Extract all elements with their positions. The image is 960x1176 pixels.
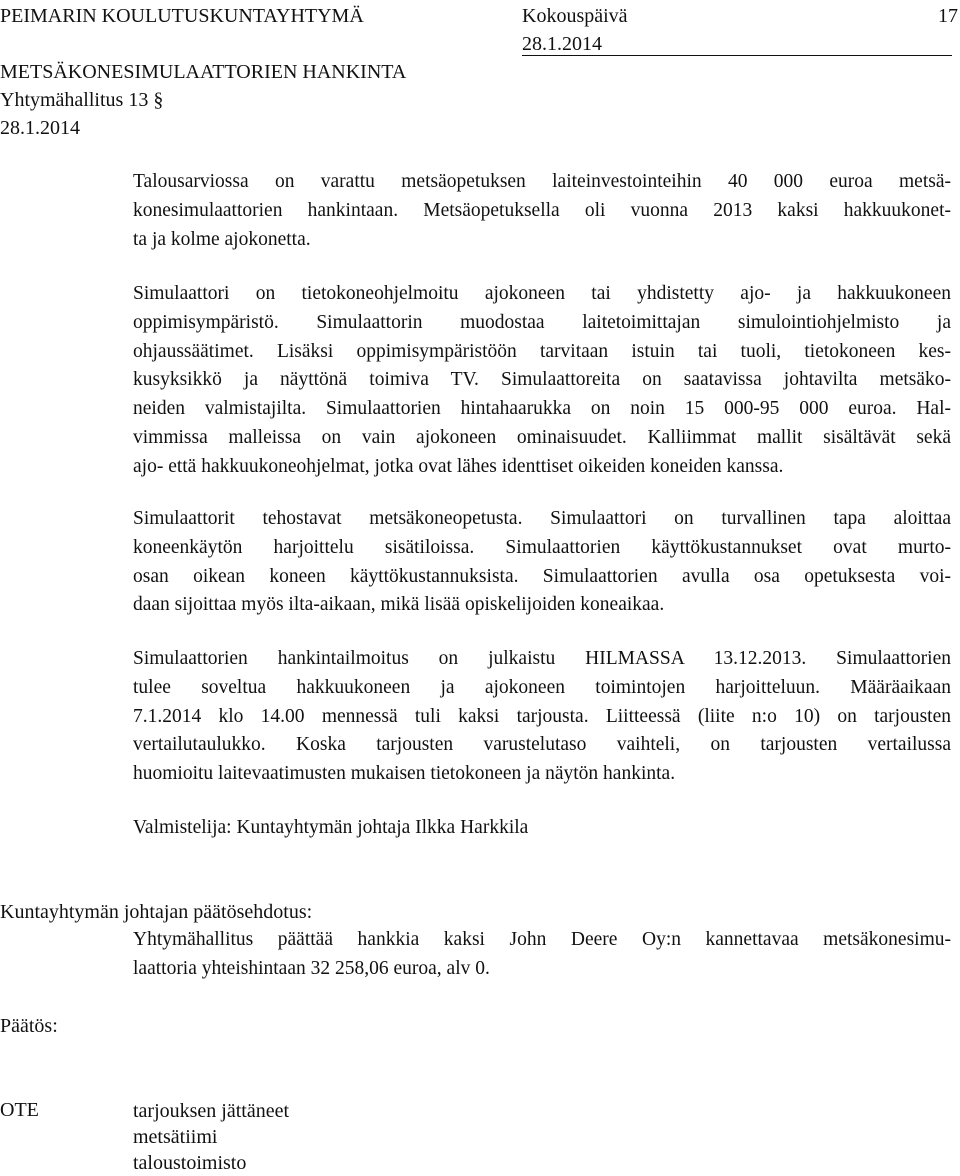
proposal-text	[133, 926, 951, 984]
ote-recipient-list	[133, 1098, 289, 1176]
document-date: 28.1.2014	[0, 117, 80, 139]
meeting-date-label: Kokouspäivä	[522, 5, 628, 27]
item-title: METSÄKONESIMULAATTORIEN HANKINTA	[0, 61, 407, 83]
paragraph-line: ohjaussäätimet. Lisäksi oppimisympäristöön tarvitaan istuin tai tuoli, tietokoneen kes-	[133, 340, 951, 362]
paragraph-line: osan oikean koneen käyttökustannuksista. Simulaattorien avulla osa opetuksesta voi-	[133, 565, 951, 587]
ote-recipient: tarjouksen jättäneet	[133, 1100, 290, 1122]
paragraph-line: konesimulaattorien hankintaan. Metsäopetuksella oli vuonna 2013 kaksi hakkuukonet-	[133, 199, 951, 221]
paragraph-line: kusyksikkö ja näyttönä toimiva TV. Simulaattoreita on saatavissa johtavilta metsäko-	[133, 369, 951, 391]
page-number: 17	[938, 5, 958, 27]
proposal-line: Yhtymähallitus päättää hankkia kaksi John Deere Oy:n kannettavaa metsäkonesimu-	[133, 929, 951, 950]
paragraph-line: ajo- että hakkuukoneohjelmat, jotka ovat lähes identtiset oikeiden koneiden kanssa.	[133, 455, 784, 477]
paragraph-simulator-description	[133, 280, 951, 482]
paragraph-line: koneenkäytön harjoittelu sisätiloissa. Simulaattorien käyttökustannukset ovat murto-	[133, 536, 951, 558]
paragraph-line: daan sijoittaa myös ilta-aikaan, mikä lisää opiskelijoiden koneaikaa.	[133, 594, 665, 616]
board-section: Yhtymähallitus 13 §	[0, 89, 164, 111]
paragraph-line: Simulaattori on tietokoneohjelmoitu ajokoneen tai yhdistetty ajo- ja hakkuukoneen	[133, 283, 951, 304]
paragraph-line: huomioitu laitevaatimusten mukaisen tietokoneen ja näytön hankinta.	[133, 763, 676, 785]
ote-label: OTE	[0, 1099, 39, 1121]
paragraph-line: Simulaattorit tehostavat metsäkoneopetusta. Simulaattori on turvallinen tapa aloittaa	[133, 508, 951, 529]
proposal-label: Kuntayhtymän johtajan päätösehdotus:	[0, 901, 313, 923]
paragraph-line: ta ja kolme ajokonetta.	[133, 228, 311, 250]
paragraph-line: oppimisympäristö. Simulaattorin muodostaa laitetoimittajan simulointiohjelmisto ja	[133, 311, 951, 333]
ote-recipient: metsätiimi	[133, 1126, 218, 1148]
proposal-line: laattoria yhteishintaan 32 258,06 euroa, alv 0.	[133, 957, 490, 979]
paragraph-line: Talousarviossa on varattu metsäopetuksen laiteinvestointeihin 40 000 euroa metsä-	[133, 171, 951, 192]
header-rule	[522, 55, 952, 56]
preparer-line	[133, 814, 951, 843]
paragraph-line: vimmissa malleissa on vain ajokoneen ominaisuudet. Kalliimmat mallit sisältävät sekä	[133, 426, 951, 448]
ote-recipient: taloustoimisto	[133, 1152, 247, 1174]
paragraph-line: neiden valmistajilta. Simulaattorien hintahaarukka on noin 15 000-95 000 euroa. Hal-	[133, 398, 951, 420]
paragraph-line: vertailutaulukko. Koska tarjousten varustelutaso vaihteli, on tarjousten vertailussa	[133, 734, 951, 756]
paragraph-line: 7.1.2014 klo 14.00 mennessä tuli kaksi tarjousta. Liitteessä (liite n:o 10) on tarjousten	[133, 705, 951, 727]
organization-name: PEIMARIN KOULUTUSKUNTAYHTYMÄ	[0, 5, 364, 27]
paragraph-line: tulee soveltua hakkuukoneen ja ajokoneen toimintojen harjoitteluun. Määräaikaan	[133, 676, 951, 698]
meeting-date: 28.1.2014	[522, 33, 602, 55]
paragraph-benefits	[133, 505, 951, 620]
paragraph-procurement	[133, 645, 951, 789]
preparer-text: Valmistelija: Kuntayhtymän johtaja Ilkka Harkkila	[133, 817, 529, 838]
paragraph-budget	[133, 168, 951, 254]
decision-label: Päätös:	[0, 1015, 58, 1037]
paragraph-line: Simulaattorien hankintailmoitus on julkaistu HILMASSA 13.12.2013. Simulaattorien	[133, 648, 951, 669]
